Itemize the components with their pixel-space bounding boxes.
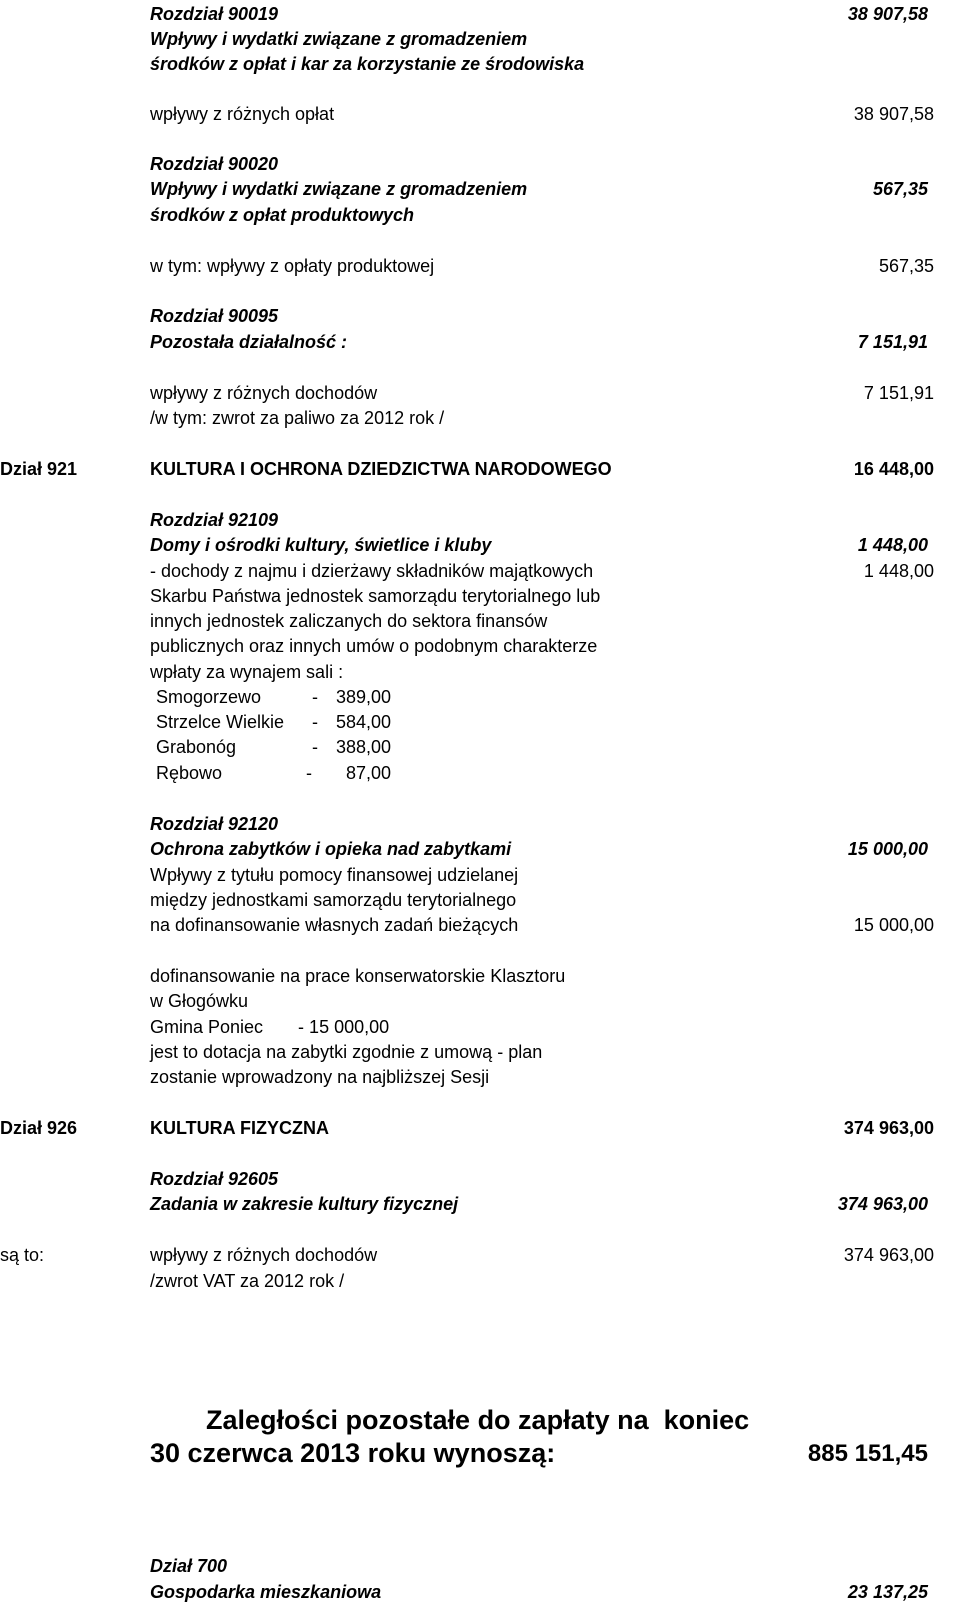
r90095-total: 7 151,91 [857,332,928,352]
r92109-item-value: 1 448,00 [863,561,934,581]
r92109-line-4: publicznych oraz innych umów o podobnym charakterze [150,636,598,656]
r92120-desc-5: zostanie wprowadzony na najbliższej Sesji [150,1067,490,1087]
place-sep: - [312,737,318,757]
r92120-item-value: 15 000,00 [853,915,934,935]
r90095-item: wpływy z różnych dochodów [150,383,378,403]
r92605-item-value: 374 963,00 [843,1245,934,1265]
r92120-title: Ochrona zabytków i opieka nad zabytkami [150,839,512,859]
r92120-total: 15 000,00 [847,839,928,859]
r92120-heading: Rozdział 92120 [150,814,279,834]
r92120-line-2: między jednostkami samorządu terytorialnego [150,890,517,910]
place-value: 87,00 [346,763,392,783]
place-name: Strzelce Wielkie [156,712,285,732]
d921-label: Dział 921 [0,459,78,479]
summary-value: 885 151,45 [807,1440,928,1467]
r90020-total: 567,35 [872,179,928,199]
d926-title: KULTURA FIZYCZNA [150,1118,329,1138]
place-sep: - [306,763,312,783]
r90095-item-value: 7 151,91 [863,383,934,403]
r92120-line-1: Wpływy z tytułu pomocy finansowej udzielanej [150,865,519,885]
summary-line-2: 30 czerwca 2013 roku wynoszą: [150,1438,556,1468]
r92109-title: Domy i ośrodki kultury, świetlice i kluby [150,535,492,555]
place-value: 388,00 [336,737,392,757]
r90095-title: Pozostała działalność : [150,332,348,352]
r92109-line-1: - dochody z najmu i dzierżawy składników majątkowych [150,561,594,581]
d700-label: Dział 700 [150,1556,228,1576]
r92120-desc-2: w Głogówku [150,991,249,1011]
summary-line-1: Zaległości pozostałe do zapłaty na koniec [206,1405,750,1435]
r92120-line-3: na dofinansowanie własnych zadań bieżących [150,915,519,935]
r92109-total: 1 448,00 [857,535,928,555]
r90019-item-value: 38 907,58 [853,104,934,124]
r90019-title-1: Wpływy i wydatki związane z gromadzeniem [150,29,528,49]
place-name: Smogorzewo [156,687,262,707]
place-sep: - [312,712,318,732]
r92120-desc-3: Gmina Poniec - 15 000,00 [150,1017,390,1037]
r90095-note: /w tym: zwrot za paliwo za 2012 rok / [150,408,445,428]
r90020-title-2: środków z opłat produktowych [150,205,415,225]
r90019-heading: Rozdział 90019 [150,4,279,24]
d921-total: 16 448,00 [853,459,934,479]
r90020-title-1: Wpływy i wydatki związane z gromadzeniem [150,179,528,199]
r92605-prefix: są to: [0,1245,45,1265]
r92605-title: Zadania w zakresie kultury fizycznej [150,1194,459,1214]
r92109-line-2: Skarbu Państwa jednostek samorządu terytorialnego lub [150,586,601,606]
d921-title: KULTURA I OCHRONA DZIEDZICTWA NARODOWEGO [150,459,612,479]
r92109-heading: Rozdział 92109 [150,510,279,530]
r90020-item: w tym: wpływy z opłaty produktowej [150,256,435,276]
r92109-line-3: innych jednostek zaliczanych do sektora finansów [150,611,548,631]
r92109-line-5: wpłaty za wynajem sali : [150,662,344,682]
r90019-title-2: środków z opłat i kar za korzystanie ze środowiska [150,54,585,74]
r92605-item: wpływy z różnych dochodów [150,1245,378,1265]
d700-total: 23 137,25 [847,1582,928,1602]
r90019-total: 38 907,58 [847,4,928,24]
place-sep: - [312,687,318,707]
r90020-item-value: 567,35 [878,256,934,276]
place-value: 389,00 [336,687,392,707]
place-value: 584,00 [336,712,392,732]
d926-label: Dział 926 [0,1118,78,1138]
place-name: Rębowo [156,763,223,783]
place-name: Grabonóg [156,737,237,757]
r90095-heading: Rozdział 90095 [150,306,279,326]
d926-total: 374 963,00 [843,1118,934,1138]
r90019-item: wpływy z różnych opłat [150,104,335,124]
r92605-note: /zwrot VAT za 2012 rok / [150,1271,345,1291]
r92120-desc-4: jest to dotacja na zabytki zgodnie z umową - plan [150,1042,543,1062]
d700-title: Gospodarka mieszkaniowa [150,1582,382,1602]
r92605-total: 374 963,00 [837,1194,928,1214]
r90020-heading: Rozdział 90020 [150,154,279,174]
r92120-desc-1: dofinansowanie na prace konserwatorskie Klasztoru [150,966,566,986]
r92605-heading: Rozdział 92605 [150,1169,279,1189]
